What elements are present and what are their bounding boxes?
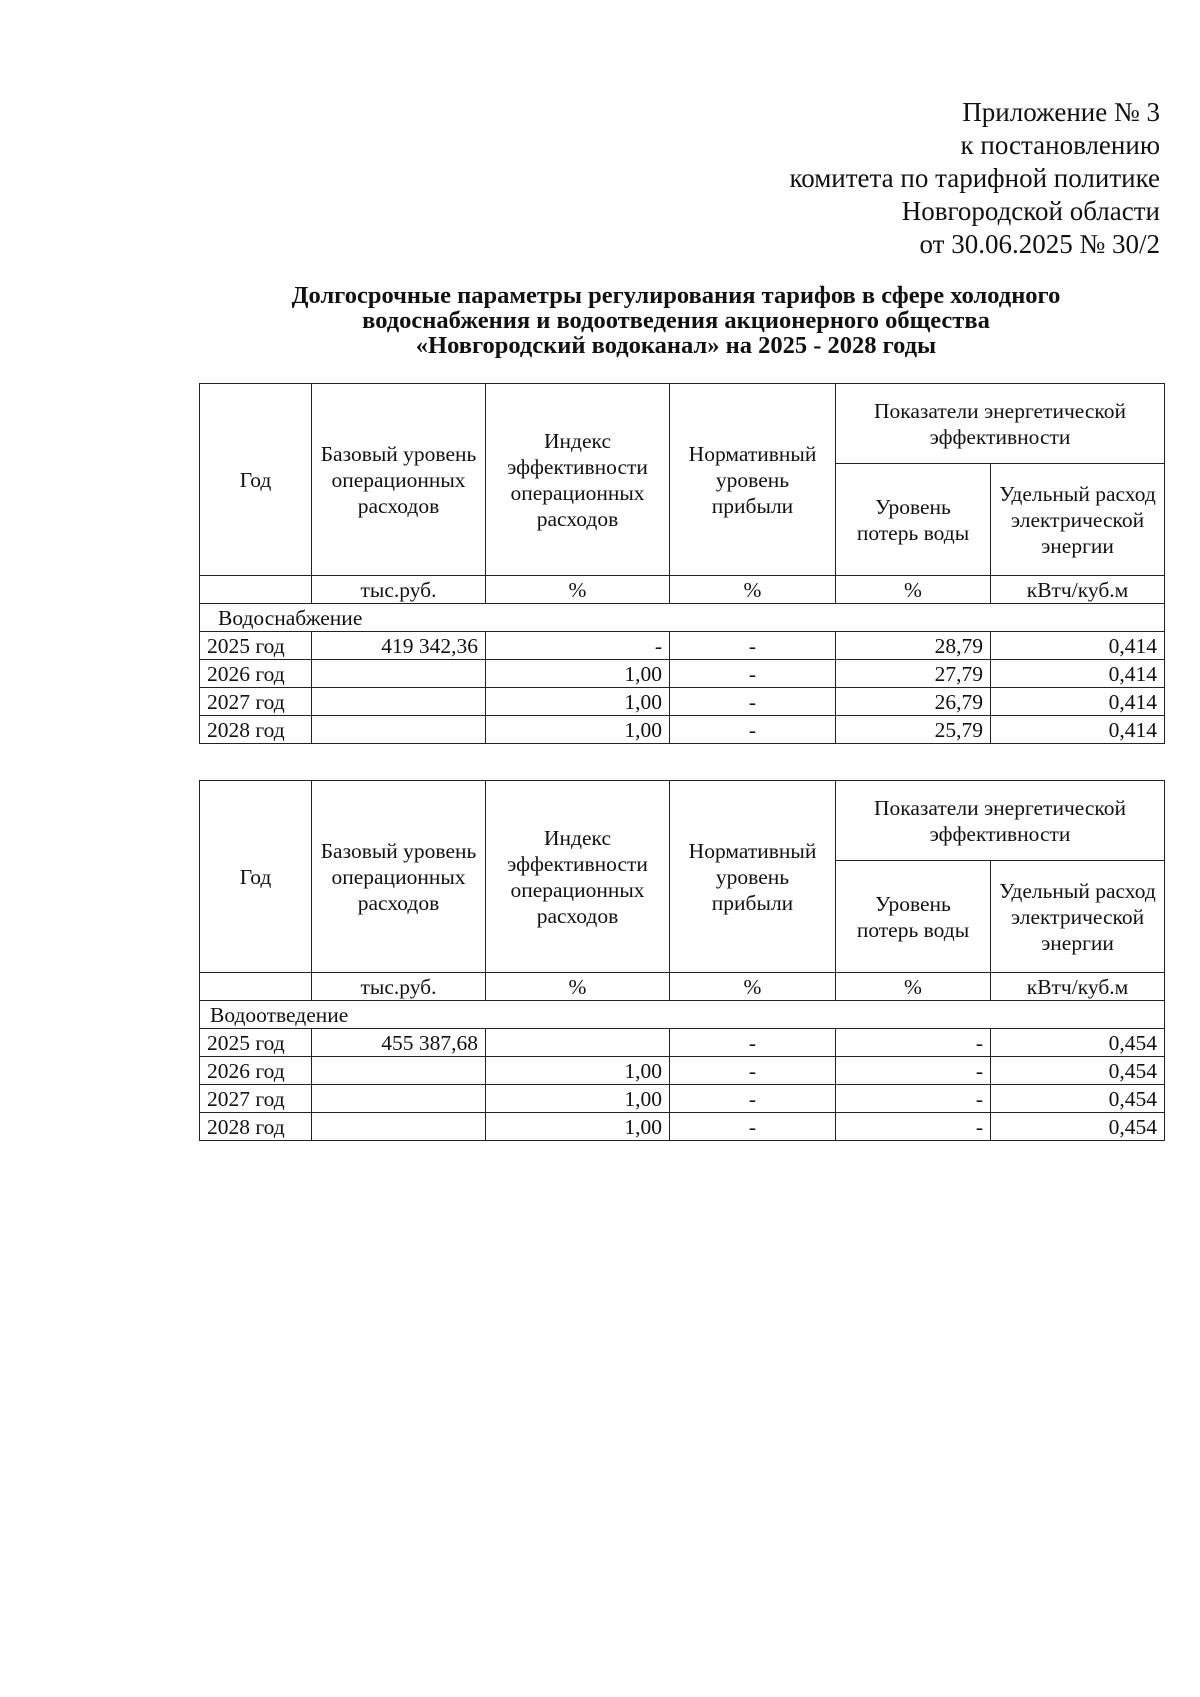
cell-profit: - — [670, 632, 836, 660]
cell-power: 0,454 — [991, 1057, 1165, 1085]
cell-profit: - — [670, 1085, 836, 1113]
cell-year: 2027 год — [200, 1085, 312, 1113]
cell-power: 0,454 — [991, 1113, 1165, 1141]
cell-base — [312, 1057, 486, 1085]
cell-index: 1,00 — [486, 1057, 670, 1085]
header-base-level: Базовый уровень операционных расходов — [312, 781, 486, 973]
cell-year: 2027 год — [200, 688, 312, 716]
sewerage-table — [199, 780, 1165, 1141]
header-water-loss: Уровень потерь воды — [836, 861, 991, 973]
cell-index: 1,00 — [486, 660, 670, 688]
cell-base — [312, 688, 486, 716]
section-label: Водоотведение — [200, 1001, 1165, 1029]
cell-base — [312, 660, 486, 688]
cell-index: 1,00 — [486, 688, 670, 716]
table-row — [200, 688, 1165, 716]
unit-normative-profit: % — [670, 973, 836, 1001]
cell-year: 2025 год — [200, 632, 312, 660]
cell-profit: - — [670, 716, 836, 744]
header-year: Год — [200, 384, 312, 576]
table-row — [200, 716, 1165, 744]
header-base-level: Базовый уровень операционных расходов — [312, 384, 486, 576]
cell-base — [312, 1085, 486, 1113]
header-year: Год — [200, 781, 312, 973]
unit-specific-power: кВтч/куб.м — [991, 576, 1165, 604]
unit-water-loss: % — [836, 576, 991, 604]
cell-loss: 26,79 — [836, 688, 991, 716]
appendix-line: от 30.06.2025 № 30/2 — [919, 229, 1160, 259]
unit-base-level: тыс.руб. — [312, 973, 486, 1001]
appendix-line: Приложение № 3 — [962, 97, 1160, 127]
water-supply-table — [199, 383, 1165, 744]
appendix-line: к постановлению — [960, 130, 1160, 160]
cell-power: 0,454 — [991, 1085, 1165, 1113]
cell-year: 2025 год — [200, 1029, 312, 1057]
cell-loss: - — [836, 1029, 991, 1057]
cell-loss: 28,79 — [836, 632, 991, 660]
appendix-line: Новгородской области — [901, 196, 1160, 226]
cell-power: 0,414 — [991, 688, 1165, 716]
cell-profit: - — [670, 1057, 836, 1085]
header-water-loss: Уровень потерь воды — [836, 464, 991, 576]
cell-power: 0,414 — [991, 660, 1165, 688]
cell-index: 1,00 — [486, 716, 670, 744]
table-row — [200, 632, 1165, 660]
cell-index: 1,00 — [486, 1085, 670, 1113]
title-line: Долгосрочные параметры регулирования тарифов в сфере холодного — [291, 282, 1061, 309]
table-row — [200, 660, 1165, 688]
cell-loss: - — [836, 1085, 991, 1113]
appendix-line: комитета по тарифной политике — [789, 163, 1160, 193]
cell-power: 0,454 — [991, 1029, 1165, 1057]
unit-normative-profit: % — [670, 576, 836, 604]
cell-loss: - — [836, 1113, 991, 1141]
header-specific-power: Удельный расход электрической энергии — [991, 464, 1165, 576]
cell-profit: - — [670, 660, 836, 688]
header-efficiency-index: Индекс эффективности операционных расходов — [486, 781, 670, 973]
unit-efficiency-index: % — [486, 973, 670, 1001]
cell-base — [312, 1113, 486, 1141]
cell-base — [312, 716, 486, 744]
table-row — [200, 1057, 1165, 1085]
section-label: Водоснабжение — [200, 604, 1165, 632]
header-energy-efficiency: Показатели энергетической эффективности — [836, 384, 1165, 464]
title-line: «Новгородский водоканал» на 2025 - 2028 годы — [415, 332, 937, 359]
appendix-header — [789, 96, 1160, 261]
cell-year: 2028 год — [200, 716, 312, 744]
cell-year: 2026 год — [200, 1057, 312, 1085]
header-efficiency-index: Индекс эффективности операционных расходов — [486, 384, 670, 576]
unit-base-level: тыс.руб. — [312, 576, 486, 604]
cell-loss: - — [836, 1057, 991, 1085]
cell-power: 0,414 — [991, 632, 1165, 660]
unit-efficiency-index: % — [486, 576, 670, 604]
header-normative-profit: Нормативный уровень прибыли — [670, 384, 836, 576]
cell-index: 1,00 — [486, 1113, 670, 1141]
cell-index: - — [486, 632, 670, 660]
unit-water-loss: % — [836, 973, 991, 1001]
header-normative-profit: Нормативный уровень прибыли — [670, 781, 836, 973]
cell-year: 2026 год — [200, 660, 312, 688]
cell-base: 455 387,68 — [312, 1029, 486, 1057]
cell-index — [486, 1029, 670, 1057]
table-row — [200, 1113, 1165, 1141]
cell-year: 2028 год — [200, 1113, 312, 1141]
cell-profit: - — [670, 688, 836, 716]
cell-profit: - — [670, 1029, 836, 1057]
cell-power: 0,414 — [991, 716, 1165, 744]
title-line: водоснабжения и водоотведения акционерного общества — [362, 307, 990, 334]
header-specific-power: Удельный расход электрической энергии — [991, 861, 1165, 973]
cell-loss: 25,79 — [836, 716, 991, 744]
cell-base: 419 342,36 — [312, 632, 486, 660]
table-row — [200, 1029, 1165, 1057]
header-energy-efficiency: Показатели энергетической эффективности — [836, 781, 1165, 861]
table-row — [200, 1085, 1165, 1113]
document-title — [196, 283, 1156, 358]
cell-loss: 27,79 — [836, 660, 991, 688]
cell-profit: - — [670, 1113, 836, 1141]
unit-specific-power: кВтч/куб.м — [991, 973, 1165, 1001]
